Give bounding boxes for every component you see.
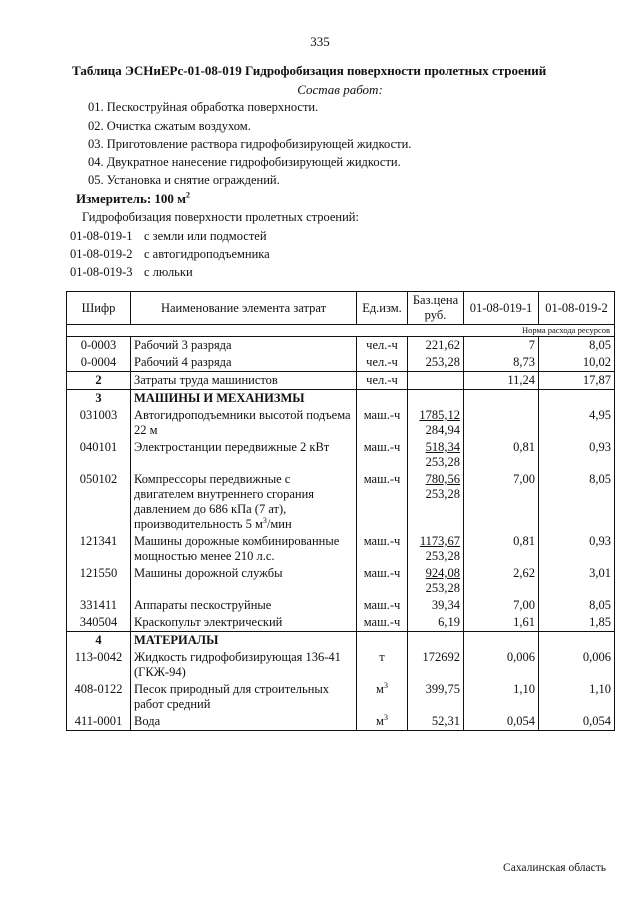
- table-row: [67, 713, 615, 731]
- cell-code: 121550: [67, 565, 131, 597]
- cell-value-2: [539, 632, 615, 650]
- meter-label: Измеритель: 100 $м^2$: [76, 190, 191, 206]
- cell-name: МАТЕРИАЛЫ: [131, 632, 357, 650]
- table-row: [67, 407, 615, 439]
- norm-row: [67, 325, 615, 337]
- cell-value-2: 0,93: [539, 439, 615, 471]
- cell-value-2: 0,054: [539, 713, 615, 731]
- cell-unit: [357, 632, 408, 650]
- cell-price: [408, 390, 464, 408]
- variant-text: с люльки: [144, 265, 193, 279]
- cell-price: [408, 632, 464, 650]
- cell-code: 050102: [67, 471, 131, 533]
- table-row: [67, 471, 615, 533]
- cell-unit: маш.-ч: [357, 407, 408, 439]
- cell-price: 518,34 253,28: [408, 439, 464, 471]
- table-row: [67, 439, 615, 471]
- table-body: [67, 337, 615, 731]
- cell-code: 040101: [67, 439, 131, 471]
- cell-value-1: [464, 390, 539, 408]
- cell-value-2: 3,01: [539, 565, 615, 597]
- cell-value-1: 7,00: [464, 597, 539, 614]
- variant-code: 01-08-019-1: [70, 229, 133, 243]
- cell-unit: чел.-ч: [357, 372, 408, 390]
- variant-text: с земли или подмостей: [144, 229, 267, 243]
- table-row: [67, 649, 615, 681]
- cell-value-2: 4,95: [539, 407, 615, 439]
- header-price: Баз.цена руб.: [408, 292, 464, 325]
- cell-unit: т: [357, 649, 408, 681]
- cell-value-1: 8,73: [464, 354, 539, 372]
- cell-value-1: [464, 632, 539, 650]
- cell-value-1: 1,10: [464, 681, 539, 713]
- cell-code: 2: [67, 372, 131, 390]
- cell-code: 3: [67, 390, 131, 408]
- cell-value-1: 1,61: [464, 614, 539, 632]
- cell-value-2: 0,93: [539, 533, 615, 565]
- cell-unit: маш.-ч: [357, 439, 408, 471]
- cell-code: 4: [67, 632, 131, 650]
- table-row: [67, 614, 615, 632]
- table-row: [67, 597, 615, 614]
- variant-code: 01-08-019-2: [70, 247, 133, 261]
- cell-unit: маш.-ч: [357, 565, 408, 597]
- cell-value-1: 0,81: [464, 533, 539, 565]
- cell-unit: $м^3$: [357, 713, 408, 731]
- variant-code: 01-08-019-3: [70, 265, 133, 279]
- cell-name: Краскопульт электрический: [131, 614, 357, 632]
- cell-price: 6,19: [408, 614, 464, 632]
- cell-name: Затраты труда машинистов: [131, 372, 357, 390]
- cell-value-1: 0,054: [464, 713, 539, 731]
- cell-unit: чел.-ч: [357, 354, 408, 372]
- cell-value-2: 1,85: [539, 614, 615, 632]
- variant-row: [70, 265, 193, 280]
- cell-unit: маш.-ч: [357, 614, 408, 632]
- cell-code: 0-0003: [67, 337, 131, 355]
- cell-name: Рабочий 3 разряда: [131, 337, 357, 355]
- page-number: 335: [310, 34, 330, 49]
- table-row: [67, 390, 615, 408]
- cell-value-2: [539, 390, 615, 408]
- cell-name: Автогидроподъемники высотой подъема 22 м: [131, 407, 357, 439]
- intro-text: Гидрофобизация поверхности пролетных строений:: [82, 210, 359, 224]
- cell-code: 031003: [67, 407, 131, 439]
- cell-value-1: 11,24: [464, 372, 539, 390]
- work-item: 05. Установка и снятие ограждений.: [88, 173, 280, 187]
- cell-code: 121341: [67, 533, 131, 565]
- work-item: 03. Приготовление раствора гидрофобизирующей жидкости.: [88, 137, 412, 151]
- work-item: 04. Двукратное нанесение гидрофобизирующей жидкости.: [88, 155, 401, 169]
- cell-value-1: 2,62: [464, 565, 539, 597]
- cell-value-2: 10,02: [539, 354, 615, 372]
- cell-price: 39,34: [408, 597, 464, 614]
- cell-unit: чел.-ч: [357, 337, 408, 355]
- cell-price: 1173,67 253,28: [408, 533, 464, 565]
- cell-name: МАШИНЫ И МЕХАНИЗМЫ: [131, 390, 357, 408]
- cell-value-2: 8,05: [539, 597, 615, 614]
- variant-text: с автогидроподъемника: [144, 247, 270, 261]
- table-row: [67, 372, 615, 390]
- footer-region: Сахалинская область: [503, 862, 606, 874]
- cell-value-1: 0,006: [464, 649, 539, 681]
- variant-row: [70, 247, 270, 262]
- header-code: Шифр: [67, 292, 131, 325]
- header-unit: Ед.изм.: [357, 292, 408, 325]
- variant-row: [70, 229, 267, 244]
- table-title: Таблица ЭСНиЕРс-01-08-019 Гидрофобизация поверхности пролетных строений: [72, 63, 547, 78]
- header-col1: 01-08-019-1: [464, 292, 539, 325]
- cell-name: Вода: [131, 713, 357, 731]
- cell-price: 399,75: [408, 681, 464, 713]
- cell-name: Жидкость гидрофобизирующая 136-41 (ГКЖ-94): [131, 649, 357, 681]
- table-row: [67, 681, 615, 713]
- cell-price: 780,56 253,28: [408, 471, 464, 533]
- cell-price: 1785,12 284,94: [408, 407, 464, 439]
- cell-unit: $м^3$: [357, 681, 408, 713]
- cell-name: Рабочий 4 разряда: [131, 354, 357, 372]
- cell-code: 113-0042: [67, 649, 131, 681]
- works-subtitle: Состав работ:: [297, 82, 383, 97]
- cell-name: Машины дорожные комбинированные мощностью менее 210 л.с.: [131, 533, 357, 565]
- cell-unit: маш.-ч: [357, 597, 408, 614]
- cell-price: 172692: [408, 649, 464, 681]
- cell-value-2: 1,10: [539, 681, 615, 713]
- cell-value-1: 0,81: [464, 439, 539, 471]
- cell-unit: маш.-ч: [357, 533, 408, 565]
- cell-code: 0-0004: [67, 354, 131, 372]
- header-name: Наименование элемента затрат: [131, 292, 357, 325]
- work-item: 01. Пескоструйная обработка поверхности.: [88, 100, 319, 114]
- cell-price: 221,62: [408, 337, 464, 355]
- cell-value-2: 17,87: [539, 372, 615, 390]
- cell-price: 52,31: [408, 713, 464, 731]
- cell-price: 924,08 253,28: [408, 565, 464, 597]
- norm-label: Норма расхода ресурсов: [67, 325, 615, 337]
- cell-code: 340504: [67, 614, 131, 632]
- cell-price: 253,28: [408, 354, 464, 372]
- header-col2: 01-08-019-2: [539, 292, 615, 325]
- cell-code: 411-0001: [67, 713, 131, 731]
- cell-price: [408, 372, 464, 390]
- cell-name: Электростанции передвижные 2 кВт: [131, 439, 357, 471]
- cell-name: Компрессоры передвижные с двигателем внутреннего сгорания давлением до 686 кПа (7 ат), производительность 5 $м^3$/мин: [131, 471, 357, 533]
- cell-value-1: [464, 407, 539, 439]
- cell-unit: [357, 390, 408, 408]
- cell-value-2: 0,006: [539, 649, 615, 681]
- cell-code: 331411: [67, 597, 131, 614]
- cell-name: Песок природный для строительных работ средний: [131, 681, 357, 713]
- cell-name: Аппараты пескоструйные: [131, 597, 357, 614]
- table-row: [67, 632, 615, 650]
- table-row: [67, 337, 615, 355]
- table-header-row: [67, 292, 615, 325]
- cell-unit: маш.-ч: [357, 471, 408, 533]
- table-row: [67, 565, 615, 597]
- table-row: [67, 354, 615, 372]
- resource-table: [66, 291, 615, 731]
- work-item: 02. Очистка сжатым воздухом.: [88, 119, 251, 133]
- cell-value-2: 8,05: [539, 337, 615, 355]
- cell-value-2: 8,05: [539, 471, 615, 533]
- cell-value-1: 7,00: [464, 471, 539, 533]
- cell-name: Машины дорожной службы: [131, 565, 357, 597]
- cell-code: 408-0122: [67, 681, 131, 713]
- table-row: [67, 533, 615, 565]
- cell-value-1: 7: [464, 337, 539, 355]
